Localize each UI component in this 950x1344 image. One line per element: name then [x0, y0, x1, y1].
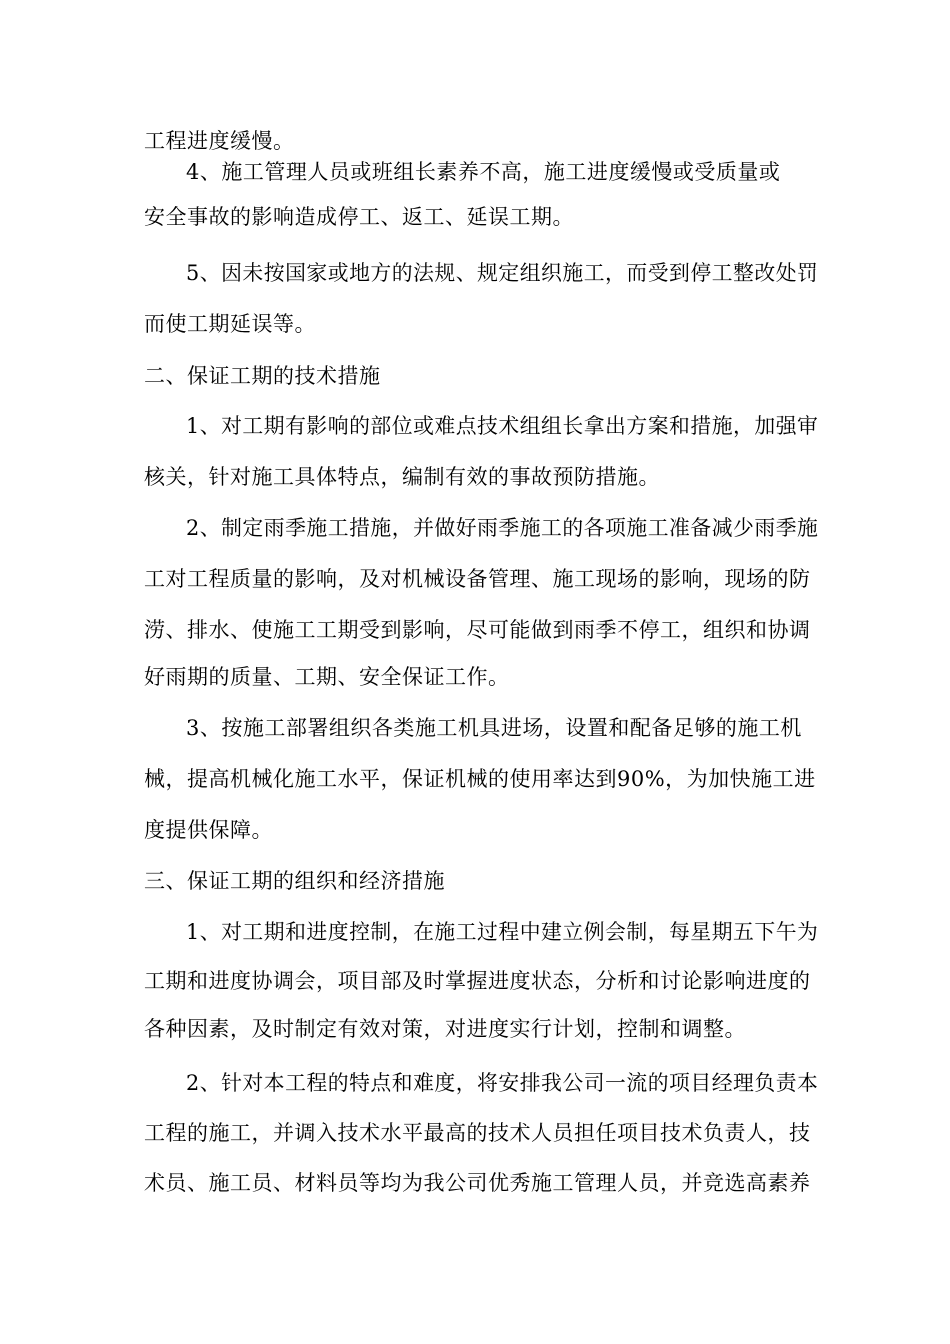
text-line: 工程的施工，并调入技术水平最高的技术人员担任项目技术负责人，技	[144, 1121, 811, 1145]
text-line: 工对工程质量的影响，及对机械设备管理、施工现场的影响，现场的防	[144, 567, 811, 591]
text-line: 5、因未按国家或地方的法规、规定组织施工，而受到停工整改处罚	[186, 261, 819, 285]
text-line: 核关，针对施工具体特点，编制有效的事故预防措施。	[144, 465, 660, 489]
text-line: 械，提高机械化施工水平，保证机械的使用率达到90%，为加快施工进	[144, 767, 816, 791]
text-line: 术员、施工员、材料员等均为我公司优秀施工管理人员，并竞选高素养	[144, 1171, 811, 1195]
text-line: 1、对工期和进度控制，在施工过程中建立例会制，每星期五下午为	[186, 920, 819, 944]
text-line: 2、针对本工程的特点和难度，将安排我公司一流的项目经理负责本	[186, 1071, 819, 1095]
text-line: 各种因素，及时制定有效对策，对进度实行计划，控制和调整。	[144, 1017, 746, 1041]
text-line: 涝、排水、使施工工期受到影响，尽可能做到雨季不停工，组织和协调	[144, 618, 811, 642]
text-line: 度提供保障。	[144, 818, 273, 842]
text-line: 工程进度缓慢。	[144, 129, 295, 153]
text-line: 工期和进度协调会，项目部及时掌握进度状态，分析和讨论影响进度的	[144, 969, 811, 993]
text-line: 1、对工期有影响的部位或难点技术组组长拿出方案和措施，加强审	[186, 414, 819, 438]
text-line: 4、施工管理人员或班组长素养不高，施工进度缓慢或受质量或	[186, 160, 781, 184]
text-line: 好雨期的质量、工期、安全保证工作。	[144, 665, 510, 689]
text-line: 而使工期延误等。	[144, 312, 316, 336]
section-heading: 二、保证工期的技术措施	[144, 364, 381, 388]
section-heading: 三、保证工期的组织和经济措施	[144, 869, 445, 893]
text-line: 3、按施工部署组织各类施工机具进场，设置和配备足够的施工机	[186, 716, 802, 740]
text-line: 安全事故的影响造成停工、返工、延误工期。	[144, 205, 574, 229]
text-line: 2、制定雨季施工措施，并做好雨季施工的各项施工准备减少雨季施	[186, 516, 819, 540]
